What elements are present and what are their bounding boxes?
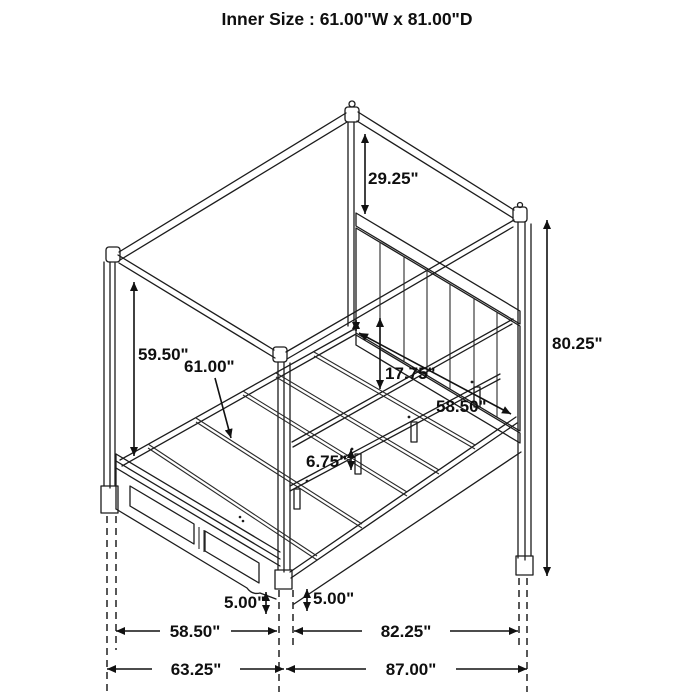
canopy-corner-back <box>345 107 359 122</box>
footboard-bottom-edge <box>116 509 276 599</box>
headboard-top-rail <box>356 213 520 324</box>
dim-overall-height: 80.25" <box>552 334 603 353</box>
dim-slat-length: 61.00" <box>184 357 235 376</box>
footboard <box>116 454 280 599</box>
front-post-foot <box>275 570 292 589</box>
dim-canopy-to-headboard: 29.25" <box>368 169 419 188</box>
canopy-corner-right <box>513 207 527 222</box>
dim-siderail-clearance: 5.00" <box>313 589 355 608</box>
dim-overall-width: 63.25" <box>170 660 222 679</box>
dim-siderail-span: 82.25" <box>380 622 432 641</box>
dim-footboard-clearance: 5.00" <box>224 593 266 612</box>
dim-footboard-outer-width: 58.50" <box>169 622 221 641</box>
support-leg <box>294 489 300 509</box>
finial-back <box>349 101 355 107</box>
dim-center-leg-height: 6.75" <box>306 452 348 471</box>
dim-rail-height: 17.75" <box>385 364 436 383</box>
inner-size-title: Inner Size : 61.00"W x 81.00"D <box>221 9 473 29</box>
dim-overall-depth: 87.00" <box>385 660 437 679</box>
dim-post-inner-height: 59.50" <box>138 345 189 364</box>
canopy-corner-front <box>273 347 287 362</box>
dim-frame-inner-width: 58.50" <box>436 397 487 416</box>
storage-drawer-right <box>205 531 259 583</box>
canopy-frame <box>106 101 527 362</box>
